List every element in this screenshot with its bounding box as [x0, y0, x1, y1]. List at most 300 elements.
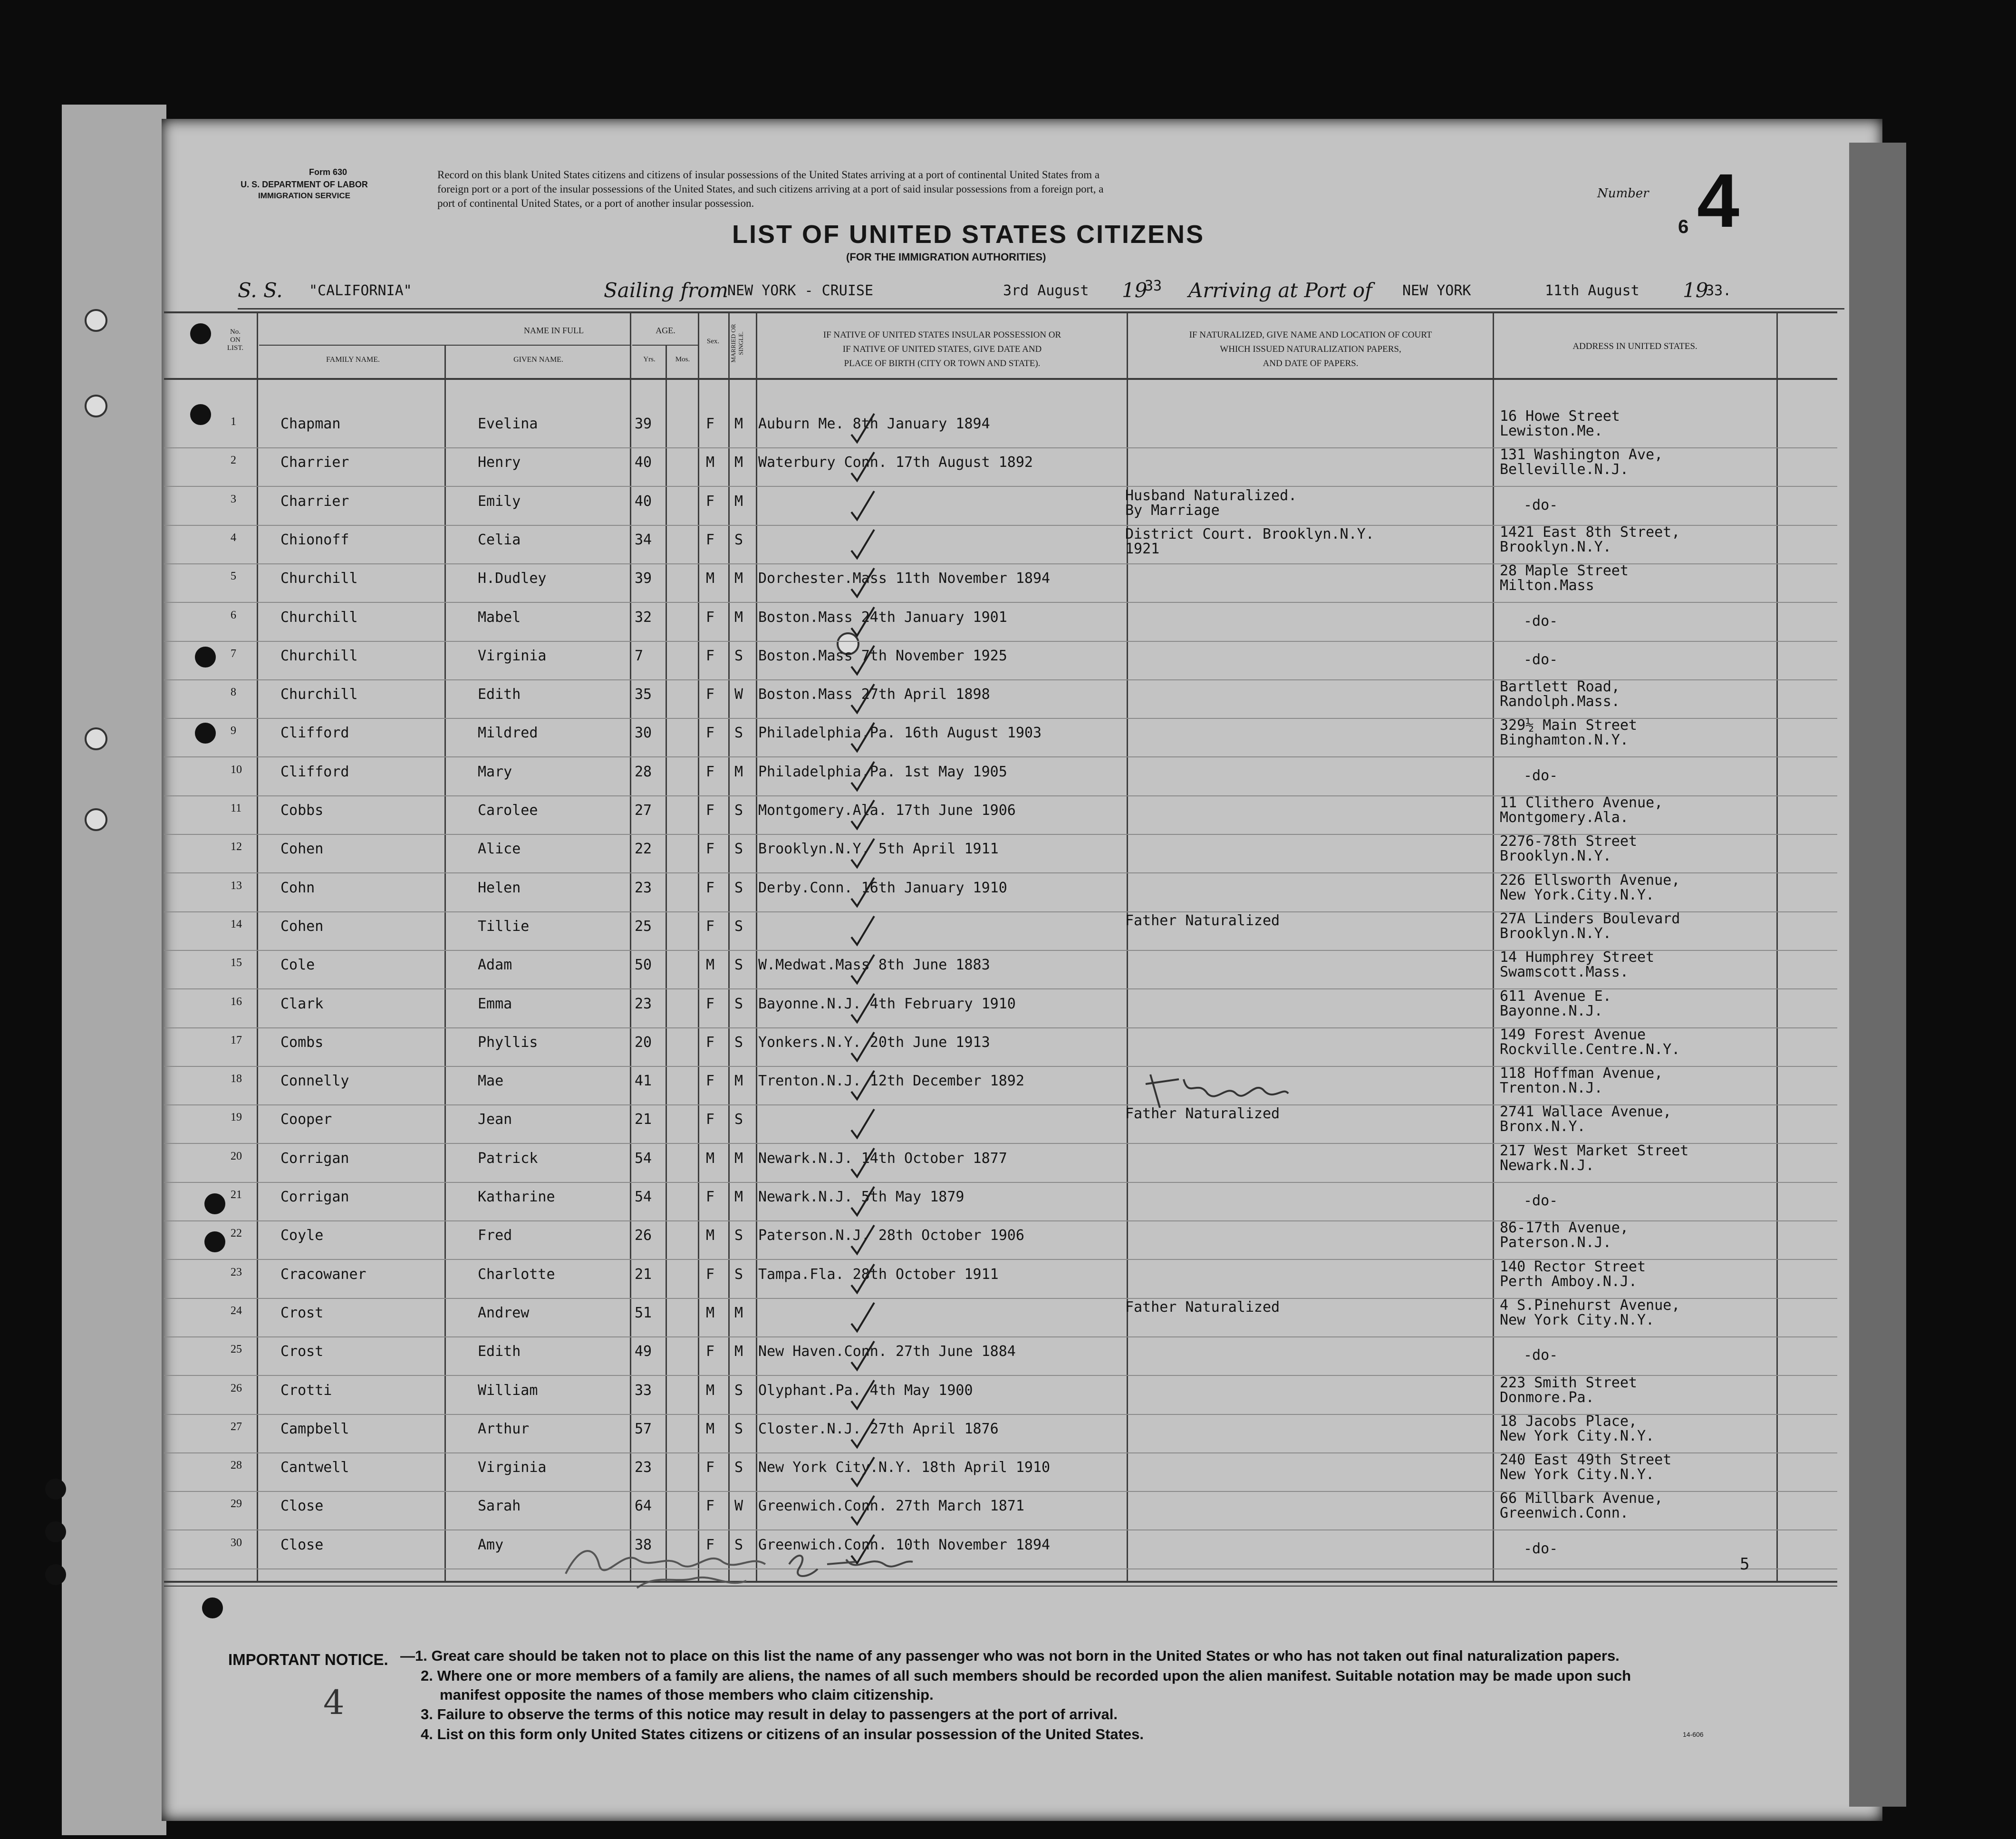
address-line: Brooklyn.N.Y. — [1500, 538, 1611, 555]
age-years: 54 — [635, 1150, 652, 1167]
sex: F — [706, 1498, 715, 1515]
age-years: 21 — [635, 1111, 652, 1128]
sex: F — [706, 1189, 715, 1205]
given-name: Fred — [478, 1227, 512, 1244]
given-name: Emily — [478, 493, 521, 510]
marital-status: M — [734, 1304, 743, 1321]
instructions-line-2: foreign port or a port of the insular possessions of the United States, and such citizens arriving at a port of said insular possessions from a foreign port, a — [437, 183, 1104, 195]
table-top-rule — [164, 311, 1837, 313]
table-row — [164, 602, 1837, 642]
birth-place-date: Auburn Me. 8th January 1894 — [758, 416, 990, 432]
family-name: Crotti — [280, 1382, 332, 1399]
given-name: Arthur — [478, 1420, 530, 1437]
naturalization-line: Father Naturalized — [1125, 1298, 1280, 1316]
col-no-header: No. ON LIST. — [227, 328, 244, 352]
birth-place-date: Tampa.Fla. 28th October 1911 — [758, 1266, 999, 1283]
family-name: Chionoff — [280, 531, 349, 548]
row-number: 16 — [231, 995, 242, 1008]
age-years: 22 — [635, 841, 652, 858]
birth-place-date: Boston.Mass 24th January 1901 — [758, 609, 1007, 626]
age-years: 30 — [635, 725, 652, 742]
address-line: 611 Avenue E. — [1500, 987, 1611, 1005]
table-row — [164, 679, 1837, 719]
table-row — [164, 447, 1837, 487]
marital-status: M — [734, 609, 743, 626]
sailing-year-prefix: 19 — [1122, 279, 1148, 302]
family-name: Churchill — [280, 647, 358, 664]
table-row — [164, 795, 1837, 835]
family-name: Crost — [280, 1304, 324, 1321]
address-line: -do- — [1524, 1347, 1558, 1364]
check-mark-icon — [849, 721, 877, 754]
check-mark-icon — [849, 412, 877, 445]
family-name: Clifford — [280, 725, 349, 742]
age-years: 35 — [635, 686, 652, 703]
marital-status: S — [734, 1536, 743, 1553]
table-row — [164, 989, 1837, 1028]
row-number: 18 — [231, 1073, 242, 1085]
given-name: Helen — [478, 879, 521, 896]
sex: M — [706, 1227, 715, 1244]
table-row — [164, 1530, 1837, 1569]
marital-status: S — [734, 1227, 743, 1244]
marital-status: S — [734, 802, 743, 819]
address-line: 66 Millbark Avenue, — [1500, 1490, 1663, 1507]
marital-status: W — [734, 686, 743, 703]
birth-place-date: Philadelphia.Pa. 1st May 1905 — [758, 763, 1007, 780]
row-number: 9 — [231, 725, 236, 737]
check-mark-icon — [849, 798, 877, 832]
sailing-from: NEW YORK - CRUISE — [727, 282, 874, 299]
col-sex-header: Sex. — [706, 338, 720, 345]
table-row — [164, 409, 1837, 448]
address-line: -do- — [1524, 496, 1558, 513]
family-name: Corrigan — [280, 1150, 349, 1167]
table-row — [164, 1452, 1837, 1492]
given-name: Edith — [478, 1343, 521, 1360]
check-mark-icon — [849, 489, 877, 523]
row-number: 19 — [231, 1111, 242, 1124]
check-mark-icon — [849, 1417, 877, 1450]
naturalization-line: Father Naturalized — [1125, 1105, 1280, 1123]
row-number: 5 — [231, 570, 236, 583]
family-name: Cohen — [280, 841, 324, 858]
given-name: Tillie — [478, 918, 530, 935]
address-line: Swamscott.Mass. — [1500, 964, 1629, 981]
table-row — [164, 757, 1837, 796]
table-row — [164, 525, 1837, 564]
col-family-header: FAMILY NAME. — [326, 356, 380, 364]
row-number: 12 — [231, 841, 242, 853]
age-years: 40 — [635, 454, 652, 471]
family-name: Cooper — [280, 1111, 332, 1128]
address-line: Rockville.Centre.N.Y. — [1500, 1041, 1680, 1058]
row-number: 30 — [231, 1536, 242, 1549]
instructions-line-3: port of continental United States, or a port of another insular possession. — [437, 197, 754, 209]
number-label: Number — [1597, 186, 1649, 201]
marital-status: M — [734, 454, 743, 471]
row-number: 15 — [231, 957, 242, 969]
given-name: Emma — [478, 995, 512, 1012]
instructions-line-1: Record on this blank United States citizens and citizens of insular possessions of the United States arriving at a port of continental United States from a — [437, 169, 1100, 181]
given-name: Mae — [478, 1073, 504, 1090]
birth-place-date: Derby.Conn. 16th January 1910 — [758, 879, 1007, 896]
check-mark-icon — [849, 1262, 877, 1296]
table-row — [164, 1143, 1837, 1183]
sex: F — [706, 841, 715, 858]
arrival-port: NEW YORK — [1402, 282, 1471, 299]
arrival-date: 11th August — [1545, 282, 1640, 299]
check-mark-icon — [849, 1301, 877, 1334]
given-name: Henry — [478, 454, 521, 471]
age-years: 38 — [635, 1536, 652, 1553]
row-number: 22 — [231, 1227, 242, 1240]
col-yrs-header: Yrs. — [643, 356, 656, 363]
sailing-date: 3rd August — [1003, 282, 1089, 299]
address-line: -do- — [1524, 767, 1558, 784]
table-row — [164, 1491, 1837, 1530]
age-years: 51 — [635, 1304, 652, 1321]
birth-place-date: Bayonne.N.J. 4th February 1910 — [758, 995, 1016, 1012]
address-line: Binghamton.N.Y. — [1500, 732, 1629, 749]
row-number: 17 — [231, 1034, 242, 1046]
check-mark-icon — [849, 1069, 877, 1102]
sex: F — [706, 995, 715, 1012]
address-line: Belleville.N.J. — [1500, 461, 1629, 478]
table-row — [164, 1336, 1837, 1376]
arrival-year-prefix: 19 — [1683, 279, 1708, 302]
sex: F — [706, 763, 715, 780]
birth-place-date: Boston.Mass 27th April 1898 — [758, 686, 990, 703]
table-row — [164, 1066, 1837, 1105]
sex: M — [706, 1382, 715, 1399]
sex: M — [706, 957, 715, 974]
service: IMMIGRATION SERVICE — [258, 191, 350, 200]
family-name: Combs — [280, 1034, 324, 1051]
birth-place-date: Newark.N.J. 5th May 1879 — [758, 1189, 965, 1205]
col-married-header: MARRIED OR SINGLE. — [730, 324, 744, 363]
naturalization-line: 1921 — [1125, 540, 1160, 557]
given-name: Carolee — [478, 802, 538, 819]
row-number: 1 — [231, 416, 236, 428]
sex: F — [706, 416, 715, 432]
number-prefix: 6 — [1678, 216, 1689, 237]
notice-rule — [164, 1586, 1837, 1587]
address-line: Bayonne.N.J. — [1500, 1002, 1603, 1019]
address-line: 223 Smith Street — [1500, 1374, 1637, 1391]
family-name: Churchill — [280, 609, 358, 626]
address-line: 149 Forest Avenue — [1500, 1026, 1646, 1043]
sex: F — [706, 1459, 715, 1476]
age-years: 20 — [635, 1034, 652, 1051]
sex: F — [706, 493, 715, 510]
given-name: Virginia — [478, 1459, 547, 1476]
col-age-header: AGE. — [656, 326, 675, 335]
table-row — [164, 1027, 1837, 1067]
given-name: Alice — [478, 841, 521, 858]
marital-status: S — [734, 1459, 743, 1476]
address-line: 28 Maple Street — [1500, 562, 1629, 580]
sex: M — [706, 1304, 715, 1321]
page-subtitle: (FOR THE IMMIGRATION AUTHORITIES) — [846, 251, 1046, 263]
table-row — [164, 1414, 1837, 1453]
table-row — [164, 718, 1837, 757]
sex: F — [706, 879, 715, 896]
check-mark-icon — [849, 682, 877, 716]
row-number: 10 — [231, 763, 242, 776]
row-number: 8 — [231, 686, 236, 699]
table-row — [164, 950, 1837, 989]
check-mark-icon — [849, 1030, 877, 1064]
address-line: Montgomery.Ala. — [1500, 809, 1629, 826]
family-name: Close — [280, 1536, 324, 1553]
check-mark-icon — [849, 605, 877, 639]
col-birth-header: IF NATIVE OF UNITED STATES INSULAR POSSESSION OR IF NATIVE OF UNITED STATES, GIVE DATE AND PLACE OF BIRTH (CITY OR TOWN AND STATE). — [823, 330, 1061, 368]
family-name: Churchill — [280, 570, 358, 587]
family-name: Coyle — [280, 1227, 324, 1244]
birth-place-date: Olyphant.Pa. 4th May 1900 — [758, 1382, 973, 1399]
check-mark-icon — [849, 1146, 877, 1180]
arriving-label: Arriving at Port of — [1188, 279, 1372, 302]
table-row — [164, 1259, 1837, 1299]
address-line: Bronx.N.Y. — [1500, 1118, 1586, 1135]
table-row — [164, 1104, 1837, 1144]
row-number: 7 — [231, 647, 236, 660]
row-number: 25 — [231, 1343, 242, 1356]
marital-status: S — [734, 918, 743, 935]
row-number: 6 — [231, 609, 236, 621]
check-mark-icon — [849, 1378, 877, 1412]
address-line: 11 Clithero Avenue, — [1500, 794, 1663, 811]
age-years: 39 — [635, 570, 652, 587]
given-name: Mildred — [478, 725, 538, 742]
check-mark-icon — [849, 760, 877, 793]
sailing-year: 33 — [1145, 278, 1162, 294]
age-years: 23 — [635, 995, 652, 1012]
check-mark-icon — [849, 914, 877, 948]
age-years: 50 — [635, 957, 652, 974]
sex: F — [706, 1111, 715, 1128]
binder-edge — [62, 105, 166, 1835]
table-header-rule — [164, 378, 1837, 380]
col-mos-header: Mos. — [675, 356, 690, 363]
notice-item-2: 2. Where one or more members of a family are aliens, the names of all such members should be recorded upon the alien manifest. Suitable notation may be made upon such — [421, 1667, 1631, 1684]
family-name: Cracowaner — [280, 1266, 367, 1283]
row-number: 20 — [231, 1150, 242, 1162]
table-row — [164, 1298, 1837, 1337]
given-name: Phyllis — [478, 1034, 538, 1051]
marital-status: M — [734, 416, 743, 432]
punch-hole — [45, 1479, 66, 1500]
family-name: Crost — [280, 1343, 324, 1360]
row-number: 13 — [231, 879, 242, 892]
address-line: Milton.Mass — [1500, 577, 1594, 594]
check-mark-icon — [849, 992, 877, 1025]
given-name: Edith — [478, 686, 521, 703]
check-mark-icon — [849, 450, 877, 484]
naturalization-line: Husband Naturalized. — [1125, 487, 1297, 504]
birth-place-date: Philadelphia.Pa. 16th August 1903 — [758, 725, 1042, 742]
punch-hole — [202, 1597, 223, 1618]
marital-status: S — [734, 1382, 743, 1399]
handwritten-annotation — [1141, 1065, 1293, 1117]
check-mark-icon — [849, 837, 877, 870]
page-title: LIST OF UNITED STATES CITIZENS — [732, 220, 1205, 249]
sex: F — [706, 1073, 715, 1090]
marital-status: S — [734, 647, 743, 664]
check-mark-icon — [849, 1185, 877, 1218]
age-years: 25 — [635, 918, 652, 935]
age-years: 7 — [635, 647, 644, 664]
family-name: Cantwell — [280, 1459, 349, 1476]
given-name: Patrick — [478, 1150, 538, 1167]
binder-ring — [85, 309, 107, 332]
sex: F — [706, 802, 715, 819]
address-line: Perth Amboy.N.J. — [1500, 1273, 1637, 1290]
table-row — [164, 641, 1837, 680]
given-name: Celia — [478, 531, 521, 548]
row-number: 14 — [231, 918, 242, 930]
marital-status: S — [734, 995, 743, 1012]
given-name: H.Dudley — [478, 570, 547, 587]
row-number: 27 — [231, 1420, 242, 1433]
address-line: New York City.N.Y. — [1500, 1311, 1655, 1328]
birth-place-date: Montgomery.Ala. 17th June 1906 — [758, 802, 1016, 819]
address-line: Newark.N.J. — [1500, 1157, 1594, 1174]
address-line: 16 Howe Street — [1500, 408, 1620, 425]
given-name: Andrew — [478, 1304, 530, 1321]
binder-ring — [85, 808, 107, 831]
given-name: Mary — [478, 763, 512, 780]
sex: F — [706, 1034, 715, 1051]
address-line: 2741 Wallace Avenue, — [1500, 1103, 1672, 1121]
birth-place-date: Greenwich.Conn. 10th November 1894 — [758, 1536, 1051, 1553]
birth-place-date: Waterbury Conn. 17th August 1892 — [758, 454, 1033, 471]
binder-ring — [85, 727, 107, 750]
family-name: Churchill — [280, 686, 358, 703]
address-line: Lewiston.Me. — [1500, 423, 1603, 439]
age-years: 33 — [635, 1382, 652, 1399]
sex: F — [706, 686, 715, 703]
age-years: 23 — [635, 879, 652, 896]
address-line: 86-17th Avenue, — [1500, 1220, 1629, 1237]
address-line: 140 Rector Street — [1500, 1258, 1646, 1275]
age-years: 21 — [635, 1266, 652, 1283]
address-line: 27A Linders Boulevard — [1500, 910, 1680, 927]
birth-place-date: Yonkers.N.Y. 20th June 1913 — [758, 1034, 990, 1051]
address-line: 1421 East 8th Street, — [1500, 523, 1680, 541]
row-number: 2 — [231, 454, 236, 467]
marital-status: S — [734, 1034, 743, 1051]
page-edge-strip — [1849, 143, 1906, 1807]
sex: F — [706, 1266, 715, 1283]
address-line: Randolph.Mass. — [1500, 693, 1620, 710]
birth-place-date: Closter.N.J. 27th April 1876 — [758, 1420, 999, 1437]
marital-status: M — [734, 763, 743, 780]
age-years: 64 — [635, 1498, 652, 1515]
arrival-year: 33. — [1706, 282, 1732, 299]
row-number: 4 — [231, 531, 236, 544]
age-years: 40 — [635, 493, 652, 510]
punch-hole — [45, 1521, 66, 1542]
age-years: 23 — [635, 1459, 652, 1476]
row-number: 24 — [231, 1304, 242, 1317]
given-name: William — [478, 1382, 538, 1399]
row-number: 21 — [231, 1189, 242, 1201]
ship-name: "CALIFORNIA" — [309, 282, 412, 299]
sex: F — [706, 609, 715, 626]
family-name: Close — [280, 1498, 324, 1515]
sex: M — [706, 454, 715, 471]
address-line: 329½ Main Street — [1500, 717, 1637, 734]
sex: M — [706, 1150, 715, 1167]
family-name: Connelly — [280, 1073, 349, 1090]
birth-place-date: Dorchester.Mass 11th November 1894 — [758, 570, 1051, 587]
family-name: Corrigan — [280, 1189, 349, 1205]
address-line: New York City.N.Y. — [1500, 1466, 1655, 1483]
form-number: Form 630 — [309, 167, 347, 177]
address-line: Paterson.N.J. — [1500, 1234, 1611, 1251]
check-mark-icon — [849, 1455, 877, 1489]
given-name: Adam — [478, 957, 512, 974]
given-name: Mabel — [478, 609, 521, 626]
family-name: Cohn — [280, 879, 315, 896]
given-name: Virginia — [478, 647, 547, 664]
given-name: Evelina — [478, 416, 538, 432]
birth-place-date: New York City.N.Y. 18th April 1910 — [758, 1459, 1051, 1476]
table-row — [164, 563, 1837, 603]
sex: F — [706, 531, 715, 548]
marital-status: W — [734, 1498, 743, 1515]
address-line: -do- — [1524, 612, 1558, 629]
given-name: Amy — [478, 1536, 504, 1553]
list-number: 4 — [1697, 158, 1739, 243]
row-number: 23 — [231, 1266, 242, 1278]
row-number: 3 — [231, 493, 236, 505]
punch-hole — [190, 323, 211, 344]
marital-status: S — [734, 1111, 743, 1128]
birth-place-date: Paterson.N.J. 28th October 1906 — [758, 1227, 1024, 1244]
punch-hole — [45, 1564, 66, 1585]
family-name: Clark — [280, 995, 324, 1012]
marital-status: M — [734, 1189, 743, 1205]
sex: F — [706, 1536, 715, 1553]
row-number: 29 — [231, 1498, 242, 1510]
check-mark-icon — [849, 1223, 877, 1257]
family-name: Clifford — [280, 763, 349, 780]
age-years: 28 — [635, 763, 652, 780]
birth-place-date: Greenwich.Conn. 27th March 1871 — [758, 1498, 1024, 1515]
family-name: Charrier — [280, 454, 349, 471]
age-years: 49 — [635, 1343, 652, 1360]
address-line: 226 Ellsworth Avenue, — [1500, 871, 1680, 889]
sex: M — [706, 570, 715, 587]
sex: M — [706, 1420, 715, 1437]
age-years: 26 — [635, 1227, 652, 1244]
age-years: 27 — [635, 802, 652, 819]
naturalization-line: By Marriage — [1125, 502, 1220, 519]
age-years: 41 — [635, 1073, 652, 1090]
address-line: 118 Hoffman Avenue, — [1500, 1065, 1663, 1082]
naturalization-line: Father Naturalized — [1125, 912, 1280, 929]
address-line: 217 West Market Street — [1500, 1142, 1689, 1159]
address-line: Donmore.Pa. — [1500, 1389, 1594, 1406]
address-line: -do- — [1524, 1192, 1558, 1209]
check-mark-icon — [849, 1107, 877, 1141]
marital-status: M — [734, 1150, 743, 1167]
marital-status: S — [734, 957, 743, 974]
address-line: Trenton.N.J. — [1500, 1080, 1603, 1097]
